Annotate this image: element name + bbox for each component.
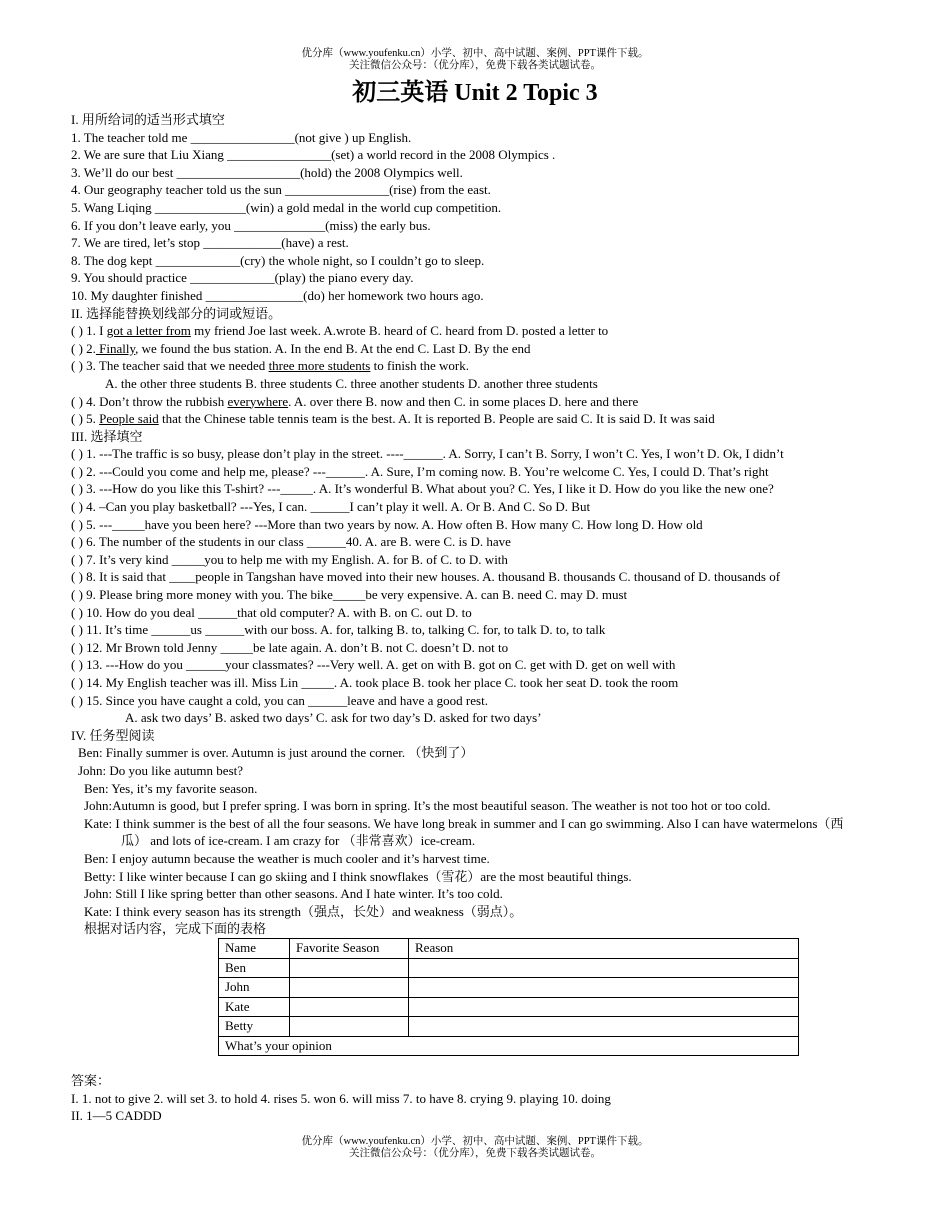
page-title: 初三英语 Unit 2 Topic 3: [352, 80, 598, 106]
table-cell-blank: [290, 958, 409, 978]
table-header-cell: Reason: [409, 939, 799, 959]
choice-question: ( ) 14. My English teacher was ill. Miss Lin _____. A. took place B. took her place C. took her seat D. took the room: [71, 675, 679, 690]
question-text: to finish the work.: [370, 358, 469, 374]
page-footer: [0, 1136, 950, 1160]
task-table: [218, 938, 799, 1056]
replace-question: [71, 322, 891, 340]
choice-question: ( ) 15. Since you have caught a cold, you can ______leave and have a good rest.: [71, 692, 488, 708]
replace-question: [71, 410, 891, 428]
dialog-line: Ben: Finally summer is over. Autumn is just around the corner. （快到了）: [78, 745, 474, 761]
header-line-2: 关注微信公众号：（优分库），免费下载各类试题试卷。: [349, 60, 601, 71]
question-options: A. ask two days’ B. asked two days’ C. ask for two day’s D. asked for two days’: [125, 710, 542, 726]
replace-question: [71, 393, 891, 411]
answers-heading: 答案：: [71, 1073, 111, 1088]
question-text: my friend Joe last week. A.wrote B. heard of C. heard from D. posted a letter to: [190, 323, 609, 339]
choice-question: ( ) 2. ---Could you come and help me, please? ---______. A. Sure, I’m coming now. B. You’re welcome C. Yes, I could D. That’s right: [71, 463, 769, 479]
page-header: [0, 48, 950, 72]
table-opinion-cell: What’s your opinion: [219, 1036, 799, 1056]
choice-question: ( ) 10. How do you deal ______that old computer? A. with B. on C. out D. to: [71, 604, 472, 620]
table-row: [219, 997, 799, 1017]
section-4-heading: IV. 任务型阅读: [71, 727, 155, 743]
dialog-line: John: Still I like spring better than other seasons. And I hate winter. It’s too cold.: [84, 886, 503, 902]
table-cell-name: Betty: [219, 1017, 290, 1037]
choice-question: ( ) 11. It’s time ______us ______with our boss. A. for, talking B. to, talking C. for, to talk D. to, to talk: [71, 622, 606, 638]
underlined-phrase: People said: [99, 411, 159, 427]
table-row: [219, 978, 799, 998]
dialog-line: Kate: I think every season has its strength（强点，长处）and weakness（弱点）。: [84, 903, 523, 919]
table-instruction: 根据对话内容，完成下面的表格: [84, 921, 267, 937]
footer-line-2: 关注微信公众号：（优分库），免费下载各类试题试卷。: [349, 1148, 601, 1159]
question-text: ( ) 2.: [71, 340, 96, 356]
table-header-cell: Name: [219, 939, 290, 959]
table-cell-name: Kate: [219, 997, 290, 1017]
answer-key: [71, 1072, 611, 1125]
table-row: [219, 1036, 799, 1056]
choice-question: ( ) 6. The number of the students in our class ______40. A. are B. were C. is D. have: [71, 534, 511, 550]
table-cell-name: Ben: [219, 958, 290, 978]
section-3-heading: III. 选择填空: [71, 428, 143, 444]
table-cell-name: John: [219, 978, 290, 998]
replace-question: [71, 340, 891, 358]
dialog-line: John: Do you like autumn best?: [78, 762, 244, 778]
table-cell-blank: [409, 978, 799, 998]
table-cell-blank: [290, 1017, 409, 1037]
answers-line: II. 1—5 CADDD: [71, 1108, 162, 1124]
table-header-cell: Favorite Season: [290, 939, 409, 959]
fill-blank-item: 6. If you don’t leave early, you ______________(miss) the early bus.: [71, 217, 431, 233]
choice-question: ( ) 1. ---The traffic is so busy, please don’t play in the street. ----______. A. Sorry, I can’t B. Sorry, I won’t C. Yes, I won’t D. Ok, I didn’t: [71, 446, 784, 462]
dialog-line: Betty: I like winter because I can go skiing and I think snowflakes（雪花）are the most beautiful things.: [84, 868, 632, 884]
underlined-phrase: Finally: [95, 340, 136, 356]
choice-question: ( ) 4. –Can you play basketball? ---Yes, I can. ______I can’t play it well. A. Or B. And C. So D. But: [71, 499, 591, 515]
section-1-heading: I. 用所给词的适当形式填空: [71, 112, 225, 127]
fill-blank-item: 7. We are tired, let’s stop ____________(have) a rest.: [71, 235, 349, 251]
fill-blank-item: 3. We’ll do our best ___________________(hold) the 2008 Olympics well.: [71, 164, 463, 180]
choice-question: ( ) 13. ---How do you ______your classmates? ---Very well. A. get on with B. got on C. get with D. get on well with: [71, 657, 676, 673]
footer-line-1: 优分库（www.youfenku.cn）小学、初中、高中试题、案例、PPT课件下载。: [301, 1136, 649, 1147]
header-line-1: 优分库（www.youfenku.cn）小学、初中、高中试题、案例、PPT课件下载。: [301, 48, 649, 59]
underlined-phrase: got a letter from: [106, 323, 191, 339]
question-text: ( ) 3. The teacher said that we needed: [71, 358, 269, 374]
dialog-line: 瓜） and lots of ice-cream. I am crazy for （非常喜欢）ice-cream.: [121, 833, 476, 849]
table-cell-blank: [409, 997, 799, 1017]
question-text: ( ) 1. I: [71, 323, 107, 339]
table-cell-blank: [290, 997, 409, 1017]
fill-blank-item: 9. You should practice _____________(play) the piano every day.: [71, 270, 414, 286]
section-2-heading: II. 选择能替换划线部分的词或短语。: [71, 305, 282, 321]
question-text: ( ) 5.: [71, 411, 100, 427]
replace-question: [71, 357, 891, 375]
choice-question: ( ) 9. Please bring more money with you. The bike_____be very expensive. A. can B. need C. may D. must: [71, 587, 628, 603]
table-cell-blank: [409, 958, 799, 978]
choice-question: ( ) 7. It’s very kind _____you to help me with my English. A. for B. of C. to D. with: [71, 551, 508, 567]
fill-blank-item: 4. Our geography teacher told us the sun ________________(rise) from the east.: [71, 182, 491, 198]
choice-question: ( ) 3. ---How do you like this T-shirt? ---_____. A. It’s wonderful B. What about you? C. Yes, I like it D. How do you like the new one?: [71, 481, 774, 497]
table-row: [219, 939, 799, 959]
answers-line: I. 1. not to give 2. will set 3. to hold 4. rises 5. won 6. will miss 7. to have 8. crying 9. playing 10. doing: [71, 1090, 611, 1106]
question-text: ( ) 4. Don’t throw the rubbish: [71, 393, 228, 409]
dialog-line: Ben: Yes, it’s my favorite season.: [84, 780, 258, 796]
fill-blank-item: 10. My daughter finished _______________(do) her homework two hours ago.: [71, 287, 484, 303]
underlined-phrase: everywhere: [227, 393, 289, 409]
dialog-line: John:Autumn is good, but I prefer spring. I was born in spring. It’s the most beautiful season. The weather is not too hot or too cold.: [84, 798, 771, 814]
fill-blank-item: 8. The dog kept _____________(cry) the whole night, so I couldn’t go to sleep.: [71, 252, 485, 268]
choice-question: ( ) 12. Mr Brown told Jenny _____be late again. A. don’t B. not C. doesn’t D. not to: [71, 639, 509, 655]
question-options: A. the other three students B. three students C. three another students D. another three students: [105, 375, 598, 391]
dialog-line: Ben: I enjoy autumn because the weather is much cooler and it’s harvest time.: [84, 850, 490, 866]
table-cell-blank: [409, 1017, 799, 1037]
table-cell-blank: [290, 978, 409, 998]
dialog-line: Kate: I think summer is the best of all the four seasons. We have long break in summer and I can go swimming. Also I can have watermelons（西: [84, 815, 844, 831]
fill-blank-item: 1. The teacher told me ________________(not give ) up English.: [71, 129, 412, 145]
fill-blank-item: 2. We are sure that Liu Xiang ________________(set) a world record in the 2008 Olympics .: [71, 147, 556, 163]
underlined-phrase: three more students: [268, 358, 371, 374]
choice-question: ( ) 8. It is said that ____people in Tangshan have moved into their new houses. A. thousand B. thousands C. thousand of D. thousands of: [71, 569, 781, 585]
worksheet-body: [71, 111, 891, 938]
question-text: , we found the bus station. A. In the end B. At the end C. Last D. By the end: [135, 340, 531, 356]
table-row: [219, 958, 799, 978]
question-text: . A. over there B. now and then C. in some places D. here and there: [288, 393, 639, 409]
choice-question: ( ) 5. ---_____have you been here? ---More than two years by now. A. How often B. How many C. How long D. How old: [71, 516, 703, 532]
fill-blank-item: 5. Wang Liqing ______________(win) a gold medal in the world cup competition.: [71, 199, 502, 215]
table-row: [219, 1017, 799, 1037]
question-text: that the Chinese table tennis team is the best. A. It is reported B. People are said C. It is said D. It was said: [158, 411, 715, 427]
